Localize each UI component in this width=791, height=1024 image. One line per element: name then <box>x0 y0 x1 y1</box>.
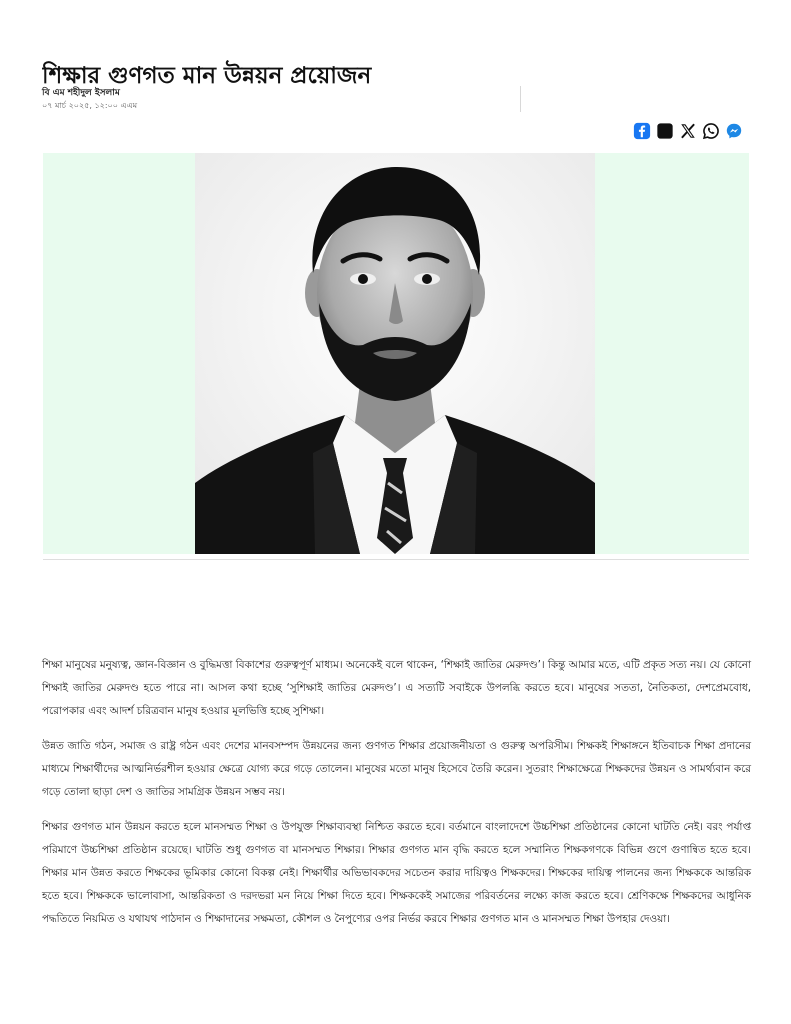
article-headline: শিক্ষার গুণগত মান উন্নয়ন প্রয়োজন <box>42 63 372 90</box>
messenger-icon[interactable] <box>725 122 743 140</box>
author-photo <box>195 153 595 554</box>
article-paragraph: শিক্ষা মানুষের মনুষ্যত্ব, জ্ঞান-বিজ্ঞান ও বুদ্ধিমত্তা বিকাশের গুরুত্বপূর্ণ মাধ্যম। অনেকেই বলে থাকেন, ‘শিক্ষাই জাতির মেরুদণ্ড’। কিন্তু আমার মতে, এটি প্রকৃত সত্য নয়। যে কোনো শিক্ষাই জাতির মেরুদণ্ড হতে পারে না। আসল কথা হচ্ছে ‘সুশিক্ষাই জাতির মেরুদণ্ড’। এ সত্যটি সবাইকে উপলব্ধি করতে হবে। মানুষের সততা, নৈতিকতা, দেশপ্রেমবোধ, পরোপকার এবং আদর্শ চরিত্রবান মানুষ হওয়ার মূলভিত্তি হচ্ছে সুশিক্ষা। <box>42 659 751 717</box>
figure-divider <box>43 559 749 560</box>
author-name[interactable]: বি এম শহীদুল ইসলাম <box>42 88 120 98</box>
x-twitter-icon[interactable] <box>679 122 697 140</box>
article-paragraph: উন্নত জাতি গঠন, সমাজ ও রাষ্ট্র গঠন এবং দেশের মানবসম্পদ উন্নয়নের জন্য গুণগত শিক্ষার প্রয়োজনীয়তা ও গুরুত্ব অপরিসীম। শিক্ষকই শিক্ষাঙ্গনে ইতিবাচক শিক্ষা প্রদানের মাধ্যমে শিক্ষার্থীদের আত্মনির্ভরশীল হওয়ার ক্ষেত্রে যোগ্য করে গড়ে তোলেন। মানুষের মতো মানুষ হিসেবে তৈরি করেন। সুতরাং শিক্ষাক্ষেত্রে শিক্ষকদের উন্নয়ন ও সামর্থ্যবান করে গড়ে তোলা ছাড়া দেশ ও জাতির সামগ্রিক উন্নয়ন সম্ভব নয়। <box>42 740 751 798</box>
copy-link-icon[interactable] <box>656 122 674 140</box>
facebook-icon[interactable] <box>633 122 651 140</box>
publish-date: ০৭ মার্চ ২০২৫, ১২:০০ এএম <box>42 101 138 110</box>
whatsapp-icon[interactable] <box>702 122 720 140</box>
meta-divider <box>520 86 521 112</box>
share-bar <box>633 120 743 142</box>
article-figure <box>43 153 749 554</box>
article-paragraph: শিক্ষার গুণগত মান উন্নয়ন করতে হলে মানসম্মত শিক্ষা ও উপযুক্ত শিক্ষাব্যবস্থা নিশ্চিত করতে হবে। বর্তমানে বাংলাদেশে উচ্চশিক্ষা প্রতিষ্ঠানের কোনো ঘাটতি নেই। বরং পর্যাপ্ত পরিমাণে উচ্চশিক্ষা প্রতিষ্ঠান রয়েছে। ঘাটতি শুধু গুণগত বা মানসম্মত শিক্ষার। শিক্ষার গুণগত মান বৃদ্ধি করতে হলে সম্মানিত শিক্ষকগণকে বিভিন্ন গুণে গুণান্বিত হতে হবে। শিক্ষার মান উন্নত করতে শিক্ষকের ভূমিকার কোনো বিকল্প নেই। শিক্ষার্থীর অভিভাবকদের সচেতন করার দায়িত্বও শিক্ষকদের। শিক্ষকের দায়িত্ব পালনের জন্য শিক্ষককে আন্তরিক হতে হবে। শিক্ষককে ভালোবাসা, আন্তরিকতা ও দরদভরা মন নিয়ে শিক্ষা দিতে হবে। শিক্ষককেই সমাজের পরিবর্তনের লক্ষ্যে কাজ করতে হবে। শ্রেণিকক্ষে শিক্ষকদের আধুনিক পদ্ধতিতে নিয়মিত ও যথাযথ পাঠদান ও শিক্ষাদানের সক্ষমতা, কৌশল ও নৈপুণ্যের ওপর নির্ভর করবে শিক্ষার গুণগত মান ও মানসম্মত শিক্ষা উপহার দেওয়া। <box>42 821 751 925</box>
portrait-image <box>195 153 595 554</box>
article-body <box>42 654 751 943</box>
